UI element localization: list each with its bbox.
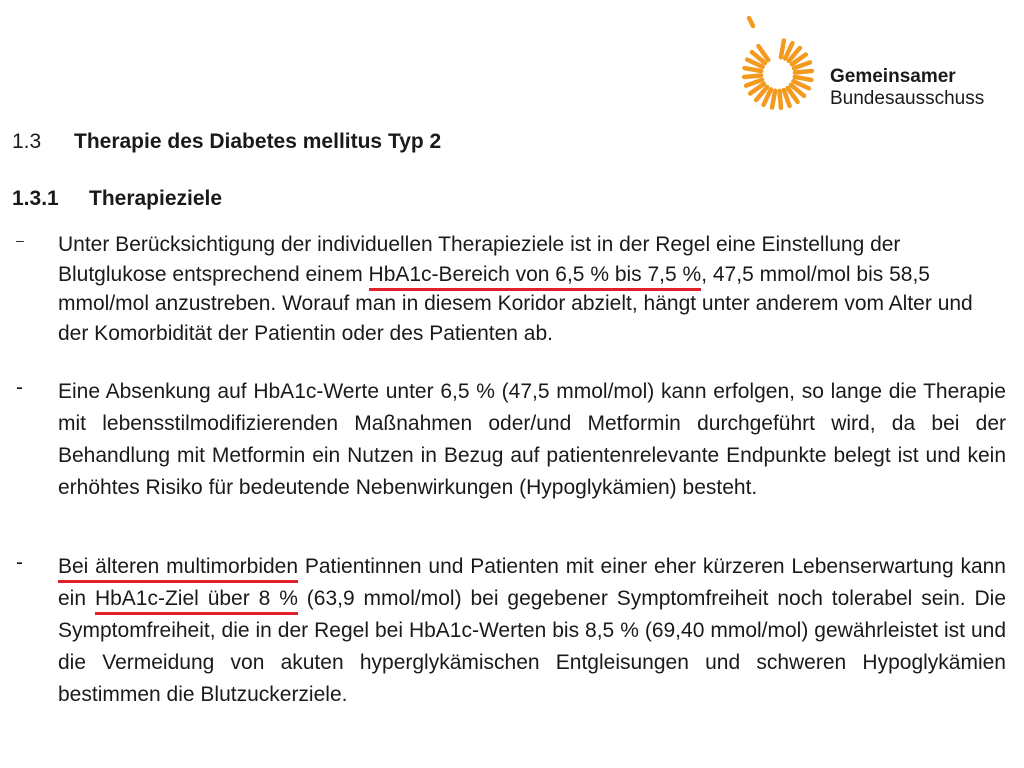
gba-logo [740,14,1020,114]
text-segment: , 47,5 mmol/mol bis 58,5 mmol/mol anzustreben. Worauf man in diesem Koridor abzielt, hängt unter anderem vom Alter und der Komorbidität der Patientin oder des Patienten ab. [58,262,973,345]
list-item-text [58,230,1006,348]
subsection-title: Therapieziele [89,187,223,210]
logo-line-1: Gemeinsamer [830,66,956,87]
list-bullet: - [16,376,23,399]
highlighted-elderly-patients: Bei älteren multimorbiden [58,555,299,578]
highlighted-hba1c-target: HbA1c-Ziel über 8 % [94,587,298,610]
sunburst-logo-icon [740,14,830,114]
highlighted-hba1c-range: HbA1c-Bereich von 6,5 % bis 7,5 % [368,262,702,286]
subsection-heading [12,187,222,211]
logo-line-2: Bundesausschuss [830,88,985,109]
list-item [16,551,1006,711]
section-title: Therapie des Diabetes mellitus Typ 2 [74,130,442,153]
text-segment: Patientinnen und Patienten mit einer eher kürzeren Lebenserwartung kann ein [58,555,1006,610]
subsection-number: 1.3.1 [12,187,59,210]
list-bullet: – [16,232,24,248]
list-item-text: Eine Absenkung auf HbA1c-Werte unter 6,5 % (47,5 mmol/mol) kann erfolgen, so lange die Therapie mit lebensstilmodifizierenden Maßnahmen oder/und Metformin durchgeführt wird, da bei der Behandlung mit Metformin ein Nutzen in Bezug auf patientenrelevante Endpunkte belegt ist und kein erhöhtes Risiko für bedeutende Nebenwirkungen (Hypoglykämien) besteht. [58,380,1006,499]
list-bullet: - [16,551,23,574]
logo-wordmark [830,66,984,110]
section-number: 1.3 [12,130,42,153]
section-heading [12,130,441,154]
list-item [16,230,1006,348]
text-segment: (63,9 mmol/mol) bei gegebener Symptomfreiheit noch tolerabel sein. Die Symptomfreiheit, die in der Regel bei HbA1c-Werten bis 8,5 % (69,40 mmol/mol) gewährleistet ist und die Vermeidung von akuten hyperglykämischen Entgleisungen und schweren Hypoglykämien bestimmen die Blutzuckerziele. [58,587,1006,706]
list-item [16,376,1006,504]
list-item-text [58,551,1006,711]
text-segment: Unter Berücksichtigung der individuellen Therapieziele ist in der Regel eine Einstellung der Blutglukose entsprechend einem [58,233,901,286]
